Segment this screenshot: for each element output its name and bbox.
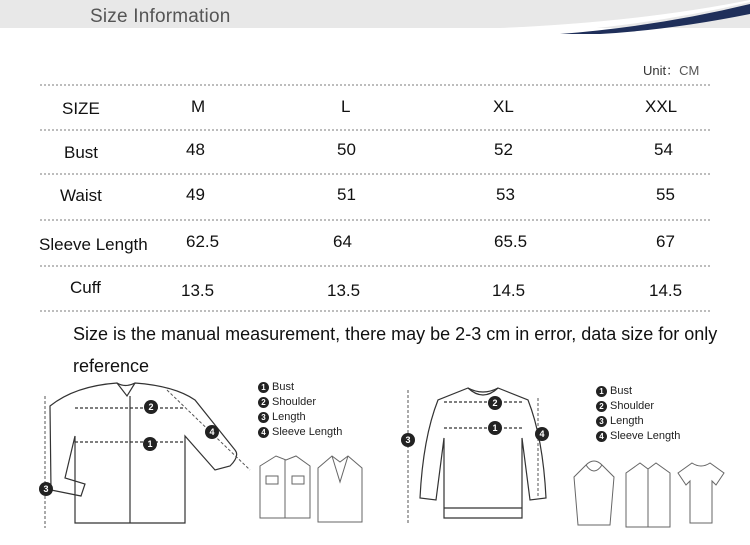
legend-item bbox=[258, 380, 342, 395]
measurement-note: Size is the manual measurement, there may be 2-3 cm in error, data size for only reference bbox=[73, 324, 718, 376]
number-icon: 2 bbox=[596, 401, 607, 412]
divider bbox=[40, 310, 710, 312]
legend-left bbox=[258, 380, 342, 440]
marker-sleeve-length: 4 bbox=[535, 427, 549, 441]
column-header-xxl: XXL bbox=[645, 97, 678, 116]
legend-right bbox=[596, 384, 680, 444]
table-cell: 67 bbox=[656, 232, 675, 251]
row-label-waist: Waist bbox=[60, 186, 102, 205]
sweater-diagram bbox=[398, 378, 558, 533]
marker-sleeve-length: 4 bbox=[205, 425, 219, 439]
marker-bust: 1 bbox=[143, 437, 157, 451]
marker-length: 3 bbox=[401, 433, 415, 447]
legend-label: Sleeve Length bbox=[272, 426, 343, 438]
unit-label bbox=[643, 60, 699, 79]
table-cell: 65.5 bbox=[494, 232, 528, 251]
table-cell: 53 bbox=[496, 185, 515, 204]
row-label-bust: Bust bbox=[64, 143, 99, 162]
legend-label: Bust bbox=[272, 381, 295, 393]
table-cell: 54 bbox=[654, 140, 673, 159]
jacket-sketches bbox=[248, 448, 368, 533]
table-cell: 49 bbox=[186, 185, 205, 204]
table-cell: 48 bbox=[186, 140, 205, 159]
table-cell: 64 bbox=[333, 232, 352, 251]
marker-bust: 1 bbox=[488, 421, 502, 435]
number-icon: 1 bbox=[596, 386, 607, 397]
legend-label: Shoulder bbox=[610, 400, 655, 412]
legend-item bbox=[258, 395, 342, 410]
divider bbox=[40, 219, 710, 221]
table-cell: 14.5 bbox=[649, 281, 683, 300]
divider bbox=[40, 173, 710, 175]
legend-item bbox=[596, 399, 680, 414]
marker-length: 3 bbox=[39, 482, 53, 496]
table-cell: 14.5 bbox=[492, 281, 526, 300]
column-header-xl: XL bbox=[493, 97, 514, 116]
legend-item bbox=[596, 384, 680, 399]
row-label-sleeve-length: Sleeve Length bbox=[39, 235, 148, 254]
divider bbox=[40, 84, 710, 86]
number-icon: 1 bbox=[258, 382, 269, 393]
table-cell: 13.5 bbox=[327, 281, 361, 300]
marker-shoulder: 2 bbox=[488, 396, 502, 410]
page-title: Size Information bbox=[90, 6, 231, 27]
column-header-l: L bbox=[341, 97, 351, 116]
table-cell: 50 bbox=[337, 140, 356, 159]
table-cell: 52 bbox=[494, 140, 513, 159]
legend-label: Length bbox=[610, 415, 644, 427]
garment-sketches bbox=[566, 455, 731, 535]
legend-item bbox=[596, 429, 680, 444]
column-header-size: SIZE bbox=[62, 99, 100, 118]
divider bbox=[40, 265, 710, 267]
number-icon: 3 bbox=[596, 416, 607, 427]
table-cell: 55 bbox=[656, 185, 675, 204]
legend-item bbox=[596, 414, 680, 429]
marker-shoulder: 2 bbox=[144, 400, 158, 414]
number-icon: 3 bbox=[258, 412, 269, 423]
table-cell: 62.5 bbox=[186, 232, 220, 251]
number-icon: 4 bbox=[596, 431, 607, 442]
divider bbox=[40, 129, 710, 131]
legend-label: Length bbox=[272, 411, 306, 423]
table-cell: 13.5 bbox=[181, 281, 215, 300]
legend-label: Sleeve Length bbox=[610, 430, 681, 442]
header-band bbox=[0, 0, 750, 34]
row-label-cuff: Cuff bbox=[70, 278, 101, 297]
legend-label: Shoulder bbox=[272, 396, 317, 408]
unit-value: CM bbox=[679, 63, 700, 78]
number-icon: 4 bbox=[258, 427, 269, 438]
unit-prefix: Unit： bbox=[643, 63, 680, 78]
number-icon: 2 bbox=[258, 397, 269, 408]
legend-item bbox=[258, 410, 342, 425]
legend-item bbox=[258, 425, 342, 440]
column-header-m: M bbox=[191, 97, 206, 116]
table-cell: 51 bbox=[337, 185, 356, 204]
legend-label: Bust bbox=[610, 385, 633, 397]
